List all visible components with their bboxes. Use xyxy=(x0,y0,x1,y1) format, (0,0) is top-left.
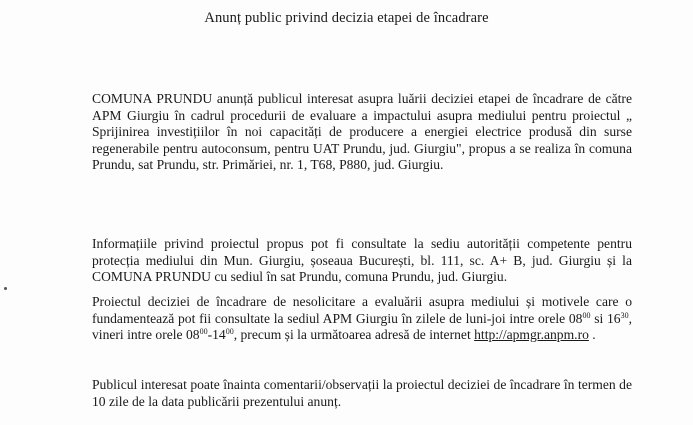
information-paragraph: Informațiile privind proiectul propus pot fi consultate la sediu autorității competente pentru protecția mediului din Mun. Giurgiu, șoseaua București, bl. 111, sc. A+ B, jud. Giurgiu și la COMUNA PRUNDU cu sediul în sat Prundu, comuna Prundu, jud. Giurgiu. xyxy=(92,236,632,284)
decision-text-b: si 16 xyxy=(590,310,621,326)
decision-text-f: . xyxy=(588,327,596,342)
announcement-paragraph: COMUNA PRUNDU anunță publicul interesat asupra luării deciziei etapei de încadrare de către APM Giurgiu în cadrul procedurii de evaluare a impactului asupra mediului pentru proiectul „ Sprijinirea investițiilor în noi capacități de producere a energiei electrice produsă din surse regenerabile pentru autoconsum, pentru UAT Prundu, jud. Giurgiu", propus a se realiza în comuna Prundu, sat Prundu, str. Primăriei, nr. 1, T68, P880, jud. Giurgiu. xyxy=(92,91,632,172)
decision-text-a: Proiectul deciziei de încadrare de nesolicitare a evaluării asupra mediului și motivele care o fundamentează pot fii consultate la sediul APM Giurgiu în zilele de luni-joi intre orele 08 xyxy=(92,294,632,326)
apm-website-link[interactable]: http://apmgr.anpm.ro xyxy=(474,327,589,342)
time-superscript: 30 xyxy=(620,310,629,320)
scan-speck xyxy=(4,287,7,290)
decision-text-c: , vineri intre orele 08 xyxy=(92,310,632,342)
time-superscript: 00 xyxy=(225,327,234,336)
time-superscript: 00 xyxy=(199,327,208,336)
decision-text-d: -14 xyxy=(207,327,226,342)
decision-paragraph xyxy=(92,294,632,344)
comments-paragraph: Publicul interesat poate înainta comentarii/observații la proiectul deciziei de încadrare în termen de 10 zile de la data publicării prezentului anunț. xyxy=(92,377,632,409)
document-title: Anunț public privind decizia etapei de încadrare xyxy=(204,10,489,26)
decision-text-e: , precum și la următoarea adresă de internet xyxy=(233,327,475,342)
time-superscript: 00 xyxy=(582,310,591,320)
